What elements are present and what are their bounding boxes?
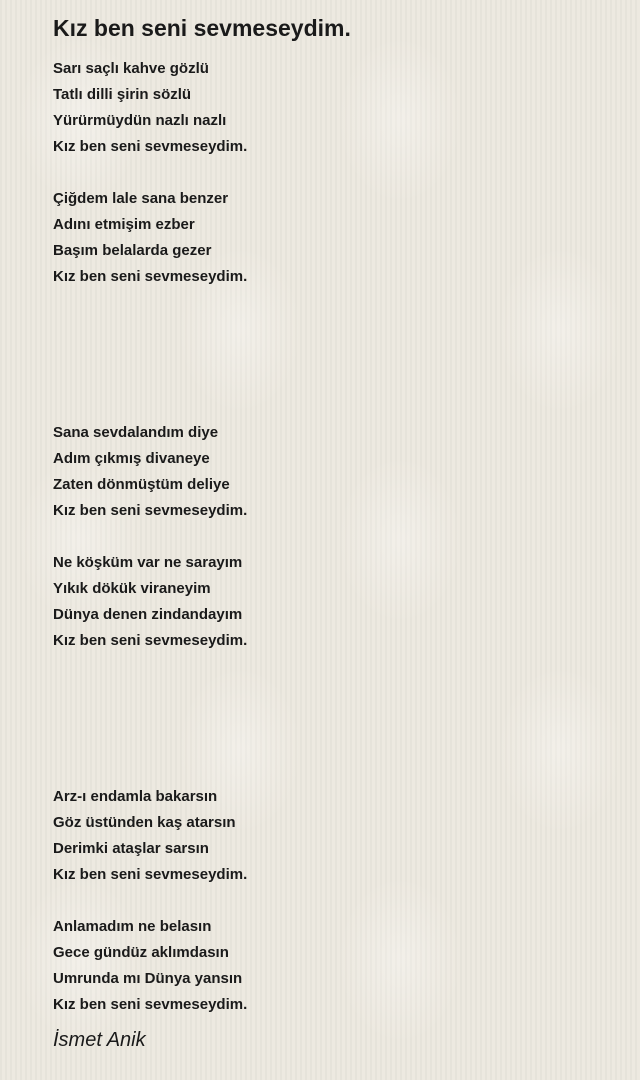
- stanza-gap: [53, 888, 613, 914]
- section-gap: [53, 290, 613, 420]
- stanza-6: [53, 914, 613, 1018]
- poem-line: Gece gündüz aklımdasın: [53, 944, 229, 961]
- stanza-gap: [53, 160, 613, 186]
- poem-line: Anlamadım ne belasın: [53, 918, 212, 935]
- poem-line: Ne köşküm var ne sarayım: [53, 554, 243, 571]
- poem-line: Kız ben seni sevmeseydim.: [53, 138, 248, 155]
- poem-line: Kız ben seni sevmeseydim.: [53, 502, 248, 519]
- poem-line: Göz üstünden kaş atarsın: [53, 814, 236, 831]
- stanza-3: [53, 420, 613, 524]
- stanza-2: [53, 186, 613, 290]
- poem-line: Arz-ı endamla bakarsın: [53, 788, 218, 805]
- poem-line: Kız ben seni sevmeseydim.: [53, 632, 248, 649]
- stanza-5: [53, 784, 613, 888]
- poem-container: [53, 14, 613, 1052]
- poem-line: Sarı saçlı kahve gözlü: [53, 60, 209, 77]
- poem-line: Tatlı dilli şirin sözlü: [53, 86, 192, 103]
- poem-title: Kız ben seni sevmeseydim.: [53, 15, 351, 41]
- stanza-gap: [53, 524, 613, 550]
- poem-line: Kız ben seni sevmeseydim.: [53, 866, 248, 883]
- poem-line: Yürürmüydün nazlı nazlı: [53, 112, 227, 129]
- poem-line: Umrunda mı Dünya yansın: [53, 970, 243, 987]
- poem-line: Adını etmişim ezber: [53, 216, 195, 233]
- poem-line: Çiğdem lale sana benzer: [53, 190, 229, 207]
- poem-line: Yıkık dökük viraneyim: [53, 580, 211, 597]
- poet-name[interactable]: İsmet Anik: [53, 1029, 146, 1051]
- poem-line: Zaten dönmüştüm deliye: [53, 476, 230, 493]
- stanza-1: [53, 56, 613, 160]
- stanza-4: [53, 550, 613, 654]
- poem-line: Sana sevdalandım diye: [53, 424, 219, 441]
- poem-line: Kız ben seni sevmeseydim.: [53, 268, 248, 285]
- poem-line: Adım çıkmış divaneye: [53, 450, 210, 467]
- poem-line: Dünya denen zindandayım: [53, 606, 243, 623]
- poem-line: Kız ben seni sevmeseydim.: [53, 996, 248, 1013]
- section-gap: [53, 654, 613, 784]
- poem-line: Derimki ataşlar sarsın: [53, 840, 209, 857]
- poem-line: Başım belalarda gezer: [53, 242, 212, 259]
